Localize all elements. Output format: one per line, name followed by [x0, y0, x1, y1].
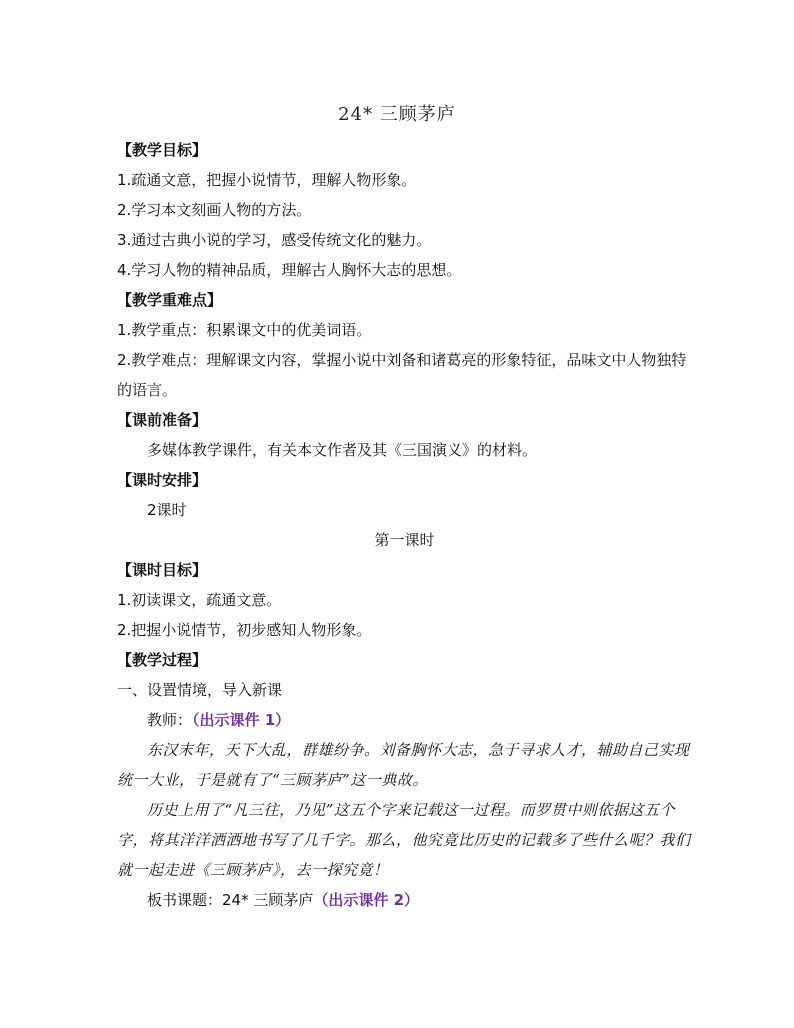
goal-item: 2.学习本文刻画人物的方法。 — [117, 201, 312, 219]
goal-item: 1.疏通文意，把握小说情节，理解人物形象。 — [117, 171, 417, 189]
section-heading-key-points: 【教学重难点】 — [117, 291, 223, 309]
paragraph: 东汉末年，天下大乱，群雄纷争。刘备胸怀大志，急于寻求人才，辅助自己实现统一大业，于是就有了“三顾茅庐”这一典故。 — [117, 741, 690, 789]
step-title: 一、设置情境，导入新课 — [117, 681, 283, 699]
lesson-goal-item: 1.初读课文，疏通文意。 — [117, 591, 282, 609]
section-heading-lesson-goals: 【课时目标】 — [117, 561, 208, 579]
key-point-item: 2.教学难点：理解课文内容，掌握小说中刘备和诸葛亮的形象特征，品味文中人物独特的语言。 — [117, 351, 687, 399]
document-body — [117, 135, 692, 915]
board-title-label: 板书课题：24* 三顾茅庐 — [147, 891, 314, 909]
lesson-title: 第一课时 — [374, 531, 435, 549]
courseware-note: （出示课件 1） — [192, 711, 291, 729]
section-heading-goals: 【教学目标】 — [117, 141, 208, 159]
preparation-text: 多媒体教学课件，有关本文作者及其《三国演义》的材料。 — [147, 441, 538, 459]
goal-item: 3.通过古典小说的学习，感受传统文化的魅力。 — [117, 231, 432, 249]
section-heading-preparation: 【课前准备】 — [117, 411, 208, 429]
lesson-goal-item: 2.把握小说情节，初步感知人物形象。 — [117, 621, 372, 639]
teacher-label: 教师： — [147, 711, 193, 729]
section-heading-schedule: 【课时安排】 — [117, 471, 208, 489]
paragraph: 历史上用了“凡三往，乃见”这五个字来记载这一过程。而罗贯中则依据这五个字，将其洋洋洒洒地书写了几千字。那么，他究竟比历史的记载多了些什么呢？我们就一起走进《三顾茅庐》，去一探究竟！ — [117, 801, 691, 879]
page-title: 24* 三顾茅庐 — [338, 104, 456, 125]
section-heading-process: 【教学过程】 — [117, 651, 208, 669]
courseware-note: （出示课件 2） — [313, 891, 420, 909]
board-title-line — [117, 885, 692, 915]
schedule-text: 2课时 — [147, 501, 187, 519]
goal-item: 4.学习人物的精神品质，理解古人胸怀大志的思想。 — [117, 261, 462, 279]
key-point-item: 1.教学重点：积累课文中的优美词语。 — [117, 321, 372, 339]
teacher-line — [117, 705, 692, 735]
